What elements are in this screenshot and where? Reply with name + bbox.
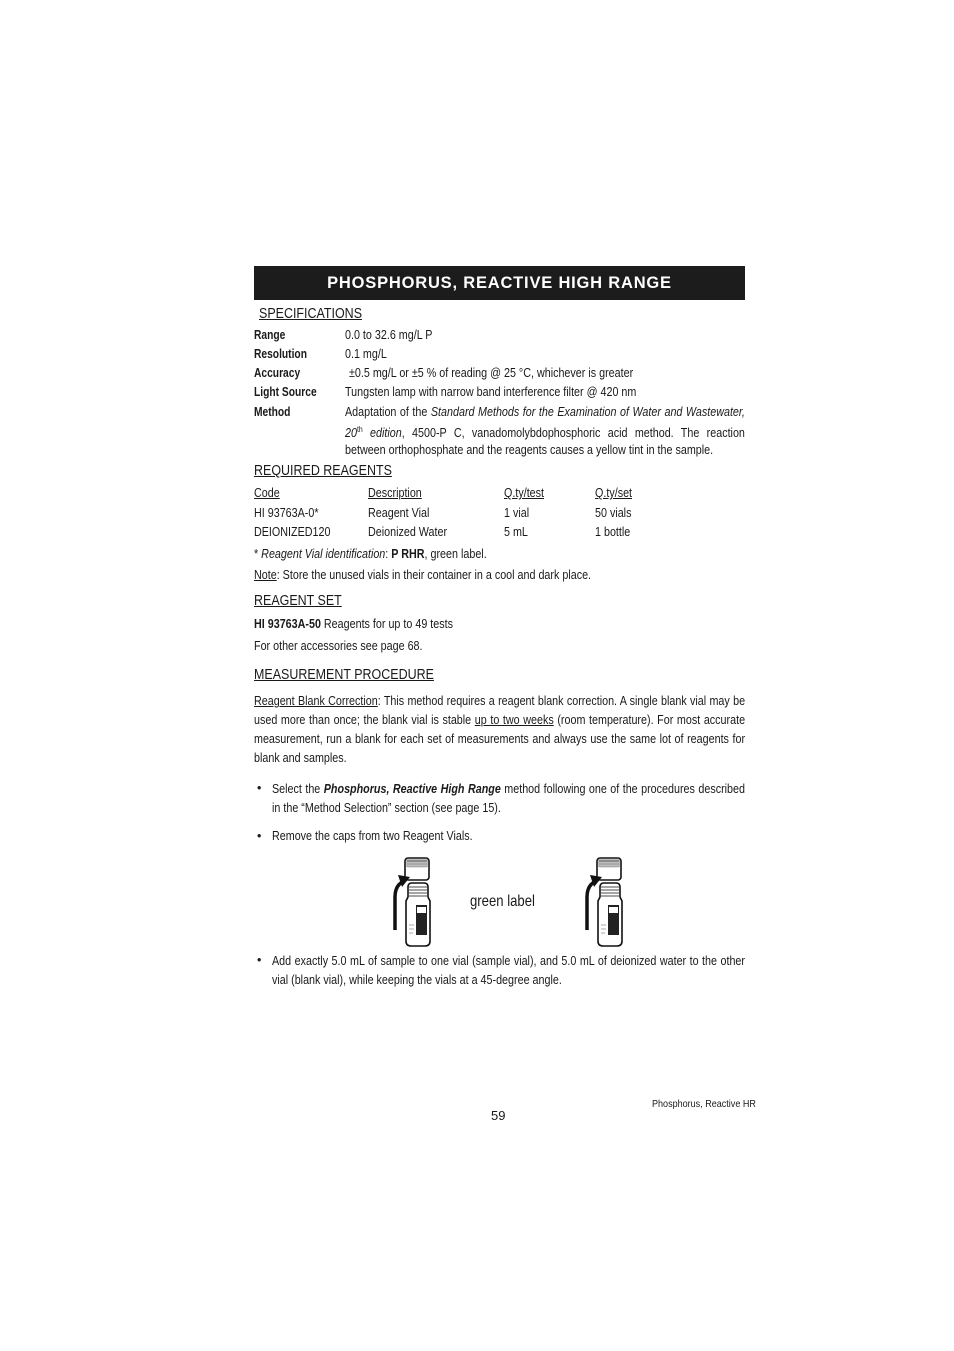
footnote-rest: , green label. (424, 547, 487, 561)
page-number: 59 (491, 1108, 506, 1123)
spec-value-light-source: Tungsten lamp with narrow band interference filter @ 420 nm (345, 385, 637, 399)
note-label: Note (254, 568, 277, 582)
specifications-heading: SPECIFICATIONS (259, 306, 363, 322)
storage-note (254, 568, 591, 582)
step-2: Remove the caps from two Reagent Vials. (272, 829, 473, 843)
footnote-colon: : (385, 547, 392, 561)
spec-label-range: Range (254, 328, 286, 342)
footnote-vial-id: Reagent Vial identification (261, 547, 386, 561)
reagent-row-2-code: DEIONIZED120 (254, 525, 331, 539)
method-text-post: , 4500-P C, vanadomolybdophosphoric acid method. The reaction between orthophosphate and the reagents causes a yellow tint in the sample. (345, 426, 745, 458)
spec-value-method (345, 404, 745, 459)
method-edition: edition (362, 426, 402, 441)
reagent-set-desc: Reagents for up to 49 tests (320, 617, 454, 631)
footnote-star: * (254, 547, 262, 561)
note-text: : Store the unused vials in their container in a cool and dark place. (276, 568, 592, 582)
spec-value-range: 0.0 to 32.6 mg/L P (345, 328, 433, 342)
step-1-post: method following one of the procedures described in the “Method Selection” section (see page 15). (272, 782, 745, 815)
col-header-qty-test: Q.ty/test (504, 486, 545, 500)
reagent-set-heading: REAGENT SET (254, 593, 342, 609)
col-header-qty-set: Q.ty/set (595, 486, 633, 500)
reagent-row-1-qty-set: 50 vials (595, 506, 632, 520)
bullet-step-3: • (257, 953, 262, 967)
spec-value-accuracy: ±0.5 mg/L or ±5 % of reading @ 25 °C, whichever is greater (349, 366, 634, 380)
reagent-set-line (254, 617, 453, 631)
page-title: PHOSPHORUS, REACTIVE HIGH RANGE (327, 273, 672, 292)
method-superscript: th (356, 425, 363, 434)
running-footer-title: Phosphorus, Reactive HR (652, 1098, 756, 1110)
step-3-text: Add exactly 5.0 mL of sample to one vial (sample vial), and 5.0 mL of deionized water to the other vial (blank vial), while keeping the vials at a 45-degree angle. (272, 954, 745, 987)
spec-label-method: Method (254, 405, 291, 419)
blank-text-1: : This method requires a reagent blank correction. A single blank vial may be used more than once; the blank vial is stable (254, 694, 746, 727)
spec-label-accuracy: Accuracy (254, 366, 301, 380)
col-header-description: Description (368, 486, 422, 500)
bullet-step-2: • (257, 829, 262, 843)
section-title-bar (254, 266, 745, 300)
required-reagents-heading: REQUIRED REAGENTS (254, 463, 392, 479)
reagent-row-1-code: HI 93763A-0* (254, 506, 319, 520)
spec-value-resolution: 0.1 mg/L (345, 347, 387, 361)
step-1-pre: Select the (272, 782, 324, 796)
reagent-row-2-qty-set: 1 bottle (595, 525, 631, 539)
measurement-procedure-heading: MEASUREMENT PROCEDURE (254, 667, 434, 683)
reagent-vial-illustration-left (380, 855, 440, 950)
method-text-pre: Adaptation of the (345, 405, 431, 419)
reagent-footnote (254, 547, 487, 561)
col-header-code: Code (254, 486, 280, 500)
reagent-blank-paragraph (254, 692, 745, 768)
spec-label-light-source: Light Source (254, 385, 317, 399)
step-3 (272, 952, 745, 990)
blank-correction-label: Reagent Blank Correction (254, 694, 378, 708)
reagent-row-2-description: Deionized Water (368, 525, 448, 539)
blank-underline: up to two weeks (474, 713, 554, 727)
blank-text-2: (room temperature). For most accurate measurement, run a blank for each set of measurements and always use the same lot of reagents for blank and samples. (254, 713, 746, 765)
reagent-row-1-description: Reagent Vial (368, 506, 430, 520)
reagent-row-1-qty-test: 1 vial (504, 506, 530, 520)
accessories-note: For other accessories see page 68. (254, 639, 423, 653)
step-1-method-name: Phosphorus, Reactive High Range (323, 782, 501, 796)
reagent-vial-illustration-right (572, 855, 632, 950)
footnote-code: P RHR (391, 547, 425, 561)
spec-label-resolution: Resolution (254, 347, 307, 361)
step-1 (272, 780, 745, 818)
reagent-set-code: HI 93763A-50 (254, 617, 321, 631)
green-label-caption: green label (470, 893, 535, 910)
bullet-step-1: • (257, 781, 262, 795)
reagent-row-2-qty-test: 5 mL (504, 525, 528, 539)
method-reference: Standard Methods for the Examination of Water and Wastewater, 20 (345, 405, 745, 441)
